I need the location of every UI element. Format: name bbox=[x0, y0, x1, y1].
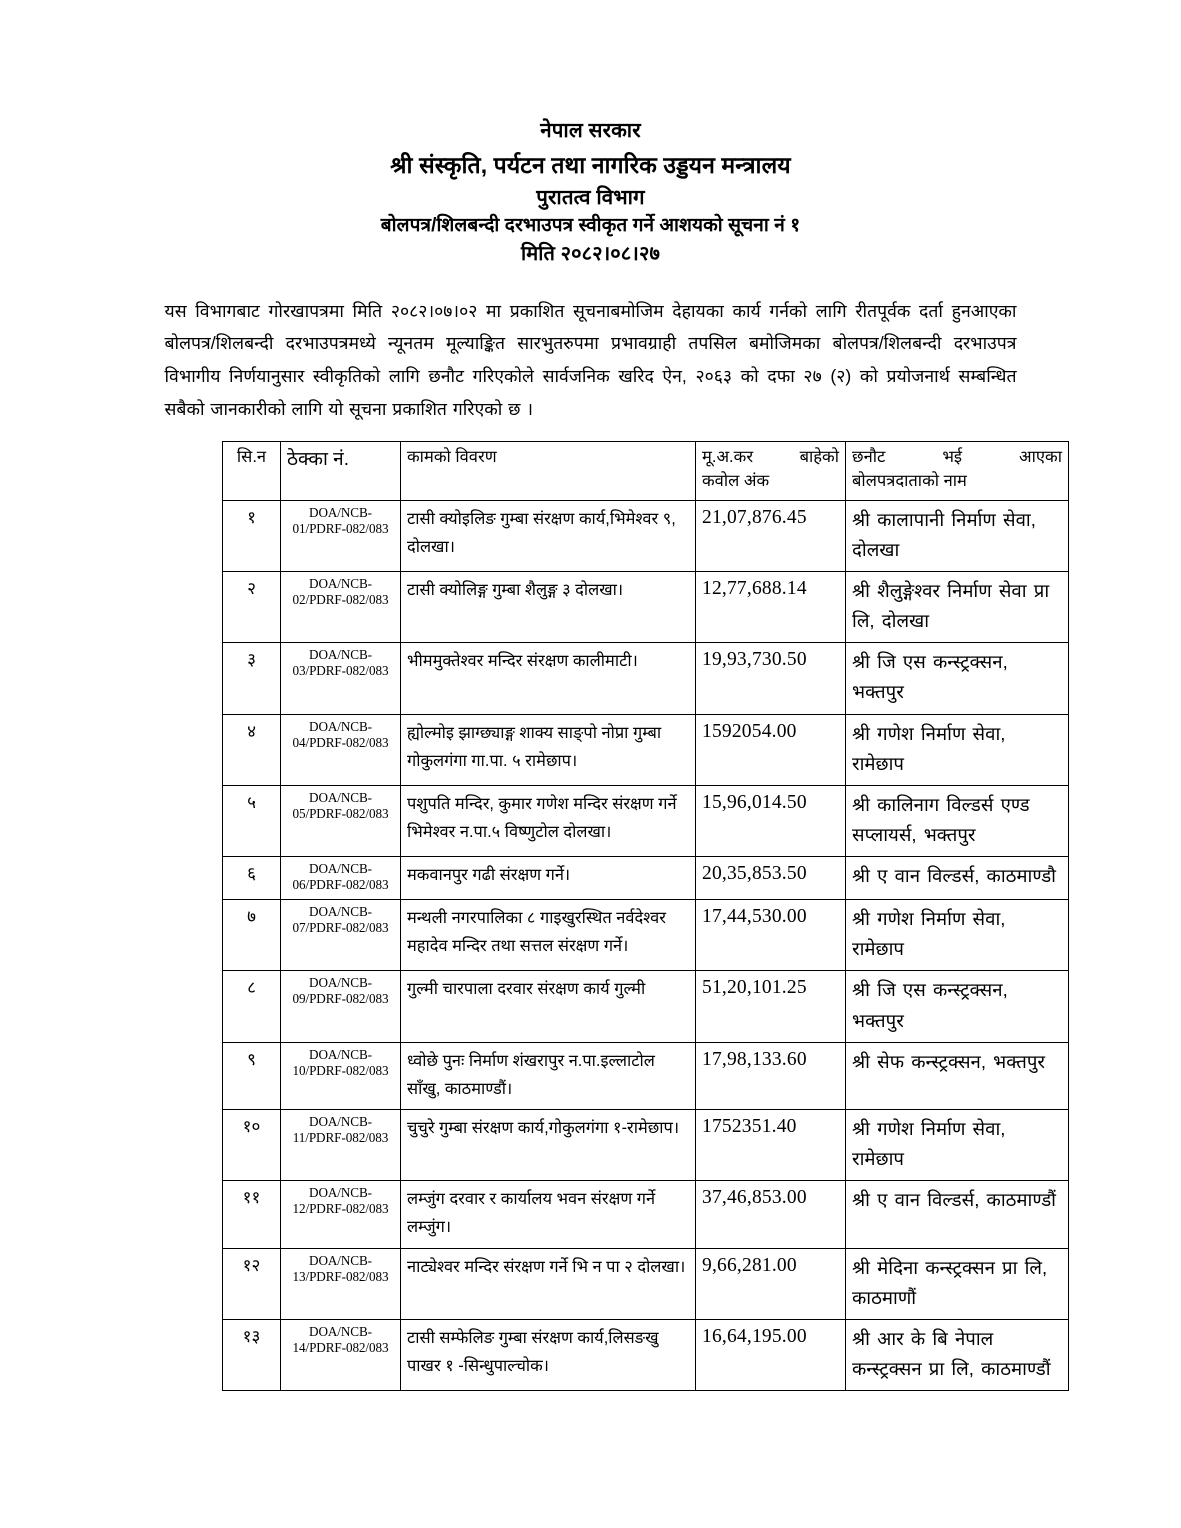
cell-serial-number: ३ bbox=[223, 643, 281, 714]
cell-description: टासी क्योइलिङ गुम्बा संरक्षण कार्य,भिमेश्वर ९, दोलखा। bbox=[401, 500, 696, 571]
table-row bbox=[223, 500, 1069, 571]
cell-serial-number: ५ bbox=[223, 785, 281, 856]
cell-serial-number: १२ bbox=[223, 1248, 281, 1319]
cell-description: लम्जुंग दरवार र कार्यालय भवन संरक्षण गर्ने लम्जुंग। bbox=[401, 1181, 696, 1248]
cell-serial-number: ७ bbox=[223, 900, 281, 971]
table-body bbox=[223, 500, 1069, 1390]
cell-description: मन्थली नगरपालिका ८ गाइखुरस्थित नर्वदेश्वर महादेव मन्दिर तथा सत्तल संरक्षण गर्ने। bbox=[401, 900, 696, 971]
cell-amount: 16,64,195.00 bbox=[696, 1319, 846, 1390]
ministry-name: श्री संस्कृति, पर्यटन तथा नागरिक उड्डयन मन्त्रालय bbox=[390, 151, 791, 178]
letterhead bbox=[0, 0, 1181, 267]
cell-amount: 20,35,853.50 bbox=[696, 856, 846, 899]
cell-amount: 19,93,730.50 bbox=[696, 643, 846, 714]
cell-serial-number: २ bbox=[223, 572, 281, 643]
cell-amount: 12,77,688.14 bbox=[696, 572, 846, 643]
cell-description: नाट्येश्वर मन्दिर संरक्षण गर्ने भि न पा २ दोलखा। bbox=[401, 1248, 696, 1319]
cell-amount: 1592054.00 bbox=[696, 714, 846, 785]
government-name: नेपाल सरकार bbox=[540, 119, 641, 142]
cell-bidder-name: श्री ए वान विल्डर्स, काठमाण्डौ bbox=[846, 856, 1069, 899]
table-row bbox=[223, 900, 1069, 971]
cell-amount: 51,20,101.25 bbox=[696, 971, 846, 1042]
cell-description: भीममुक्तेश्वर मन्दिर संरक्षण कालीमाटी। bbox=[401, 643, 696, 714]
cell-description: टासी क्योलिङ्ग गुम्बा शैलुङ्ग ३ दोलखा। bbox=[401, 572, 696, 643]
cell-bidder-name: श्री शैलुङ्गेश्वर निर्माण सेवा प्रा लि, दोलखा bbox=[846, 572, 1069, 643]
column-header-contract-no: ठेक्का नं. bbox=[281, 442, 401, 501]
table-row bbox=[223, 971, 1069, 1042]
cell-contract-no: DOA/NCB-02/PDRF-082/083 bbox=[281, 572, 401, 643]
department-name: पुरातत्व विभाग bbox=[536, 185, 645, 209]
column-header-description: कामको विवरण bbox=[401, 442, 696, 501]
cell-contract-no: DOA/NCB-04/PDRF-082/083 bbox=[281, 714, 401, 785]
cell-description: टासी सम्फेलिङ गुम्बा संरक्षण कार्य,लिसङखु पाखर १ -सिन्धुपाल्चोक। bbox=[401, 1319, 696, 1390]
cell-bidder-name: श्री जि एस कन्स्ट्रक्सन, भक्तपुर bbox=[846, 643, 1069, 714]
column-header-bidder bbox=[846, 442, 1069, 501]
table-row bbox=[223, 714, 1069, 785]
cell-amount: 21,07,876.45 bbox=[696, 500, 846, 571]
cell-description: पशुपति मन्दिर, कुमार गणेश मन्दिर संरक्षण गर्ने भिमेश्वर न.पा.५ विष्णुटोल दोलखा। bbox=[401, 785, 696, 856]
table-row bbox=[223, 572, 1069, 643]
cell-contract-no: DOA/NCB-12/PDRF-082/083 bbox=[281, 1181, 401, 1248]
bid-results-table bbox=[222, 441, 1069, 1391]
cell-bidder-name: श्री कालापानी निर्माण सेवा, दोलखा bbox=[846, 500, 1069, 571]
cell-bidder-name: श्री सेफ कन्स्ट्रक्सन, भक्तपुर bbox=[846, 1042, 1069, 1109]
column-header-amount bbox=[696, 442, 846, 501]
table-row bbox=[223, 1319, 1069, 1390]
bidder-header-line-1: छनौट भई आएका bbox=[852, 448, 1062, 467]
cell-description: ध्वोछे पुनः निर्माण शंखरापुर न.पा.इल्लाटोल साँखु, काठमाण्डौं। bbox=[401, 1042, 696, 1109]
notice-body-paragraph: यस विभागबाट गोरखापत्रमा मिति २०८२।०७।०२ मा प्रकाशित सूचनाबमोजिम देहायका कार्य गर्नको लागि रीतपूर्वक दर्ता हुनआएका बोलपत्र/शिलबन्दी दरभाउपत्रमध्ये न्यूनतम मूल्याङ्कित सारभुतरुपमा प्रभावग्राही तपसिल बमोजिमका बोलपत्र/शिलबन्दी दरभाउपत्र विभागीय निर्णयानुसार स्वीकृतिको लागि छनौट गरिएकोले सार्वजनिक खरिद ऐन, २०६३ को दफा २७ (२) को प्रयोजनार्थ सम्बन्धित सबैको जानकारीको लागि यो सूचना प्रकाशित गरिएको छ । bbox=[164, 300, 1017, 419]
bid-table-container bbox=[222, 441, 1068, 1391]
cell-contract-no: DOA/NCB-14/PDRF-082/083 bbox=[281, 1319, 401, 1390]
cell-amount: 17,44,530.00 bbox=[696, 900, 846, 971]
cell-bidder-name: श्री मेदिना कन्स्ट्रक्सन प्रा लि, काठमाणौं bbox=[846, 1248, 1069, 1319]
cell-serial-number: ९ bbox=[223, 1042, 281, 1109]
table-row bbox=[223, 643, 1069, 714]
cell-contract-no: DOA/NCB-11/PDRF-082/083 bbox=[281, 1110, 401, 1181]
cell-description: ह्योल्मोइ झाग्छ्याङ्ग शाक्य साङ्पो नोप्रा गुम्बा गोकुलगंगा गा.पा. ५ रामेछाप। bbox=[401, 714, 696, 785]
cell-contract-no: DOA/NCB-06/PDRF-082/083 bbox=[281, 856, 401, 899]
cell-serial-number: १ bbox=[223, 500, 281, 571]
amount-header-line-1: मू.अ.कर बाहेको bbox=[702, 448, 839, 467]
cell-contract-no: DOA/NCB-13/PDRF-082/083 bbox=[281, 1248, 401, 1319]
cell-bidder-name: श्री ए वान विल्डर्स, काठमाण्डौं bbox=[846, 1181, 1069, 1248]
cell-contract-no: DOA/NCB-05/PDRF-082/083 bbox=[281, 785, 401, 856]
cell-description: गुल्मी चारपाला दरवार संरक्षण कार्य गुल्मी bbox=[401, 971, 696, 1042]
cell-description: चुचुरे गुम्बा संरक्षण कार्य,गोकुलगंगा १-रामेछाप। bbox=[401, 1110, 696, 1181]
cell-contract-no: DOA/NCB-01/PDRF-082/083 bbox=[281, 500, 401, 571]
cell-description: मकवानपुर गढी संरक्षण गर्ने। bbox=[401, 856, 696, 899]
cell-serial-number: ११ bbox=[223, 1181, 281, 1248]
cell-serial-number: १३ bbox=[223, 1319, 281, 1390]
cell-amount: 17,98,133.60 bbox=[696, 1042, 846, 1109]
cell-serial-number: ८ bbox=[223, 971, 281, 1042]
cell-contract-no: DOA/NCB-07/PDRF-082/083 bbox=[281, 900, 401, 971]
cell-amount: 9,66,281.00 bbox=[696, 1248, 846, 1319]
column-header-serial-number: सि.न bbox=[223, 442, 281, 501]
table-row bbox=[223, 1248, 1069, 1319]
table-row bbox=[223, 1181, 1069, 1248]
amount-header-line-2: कवोल अंक bbox=[702, 471, 770, 490]
cell-amount: 15,96,014.50 bbox=[696, 785, 846, 856]
cell-bidder-name: श्री गणेश निर्माण सेवा, रामेछाप bbox=[846, 900, 1069, 971]
table-row bbox=[223, 1042, 1069, 1109]
table-header-row bbox=[223, 442, 1069, 501]
cell-bidder-name: श्री गणेश निर्माण सेवा, रामेछाप bbox=[846, 1110, 1069, 1181]
notice-subject: बोलपत्र/शिलबन्दी दरभाउपत्र स्वीकृत गर्ने आशयको सूचना नं १ bbox=[380, 215, 801, 237]
cell-contract-no: DOA/NCB-10/PDRF-082/083 bbox=[281, 1042, 401, 1109]
cell-bidder-name: श्री कालिनाग विल्डर्स एण्ड सप्लायर्स, भक्तपुर bbox=[846, 785, 1069, 856]
cell-contract-no: DOA/NCB-03/PDRF-082/083 bbox=[281, 643, 401, 714]
cell-serial-number: १० bbox=[223, 1110, 281, 1181]
cell-bidder-name: श्री आर के बि नेपाल कन्स्ट्रक्सन प्रा लि, काठमाण्डौं bbox=[846, 1319, 1069, 1390]
cell-bidder-name: श्री गणेश निर्माण सेवा, रामेछाप bbox=[846, 714, 1069, 785]
table-row bbox=[223, 1110, 1069, 1181]
table-row bbox=[223, 856, 1069, 899]
cell-amount: 1752351.40 bbox=[696, 1110, 846, 1181]
table-header-row-group bbox=[223, 442, 1069, 501]
cell-contract-no: DOA/NCB-09/PDRF-082/083 bbox=[281, 971, 401, 1042]
cell-serial-number: ४ bbox=[223, 714, 281, 785]
cell-serial-number: ६ bbox=[223, 856, 281, 899]
notice-date: मिति २०८२।०८।२७ bbox=[521, 242, 660, 265]
table-row bbox=[223, 785, 1069, 856]
cell-bidder-name: श्री जि एस कन्स्ट्रक्सन, भक्तपुर bbox=[846, 971, 1069, 1042]
bidder-header-line-2: बोलपत्रदाताको नाम bbox=[852, 471, 967, 490]
cell-amount: 37,46,853.00 bbox=[696, 1181, 846, 1248]
